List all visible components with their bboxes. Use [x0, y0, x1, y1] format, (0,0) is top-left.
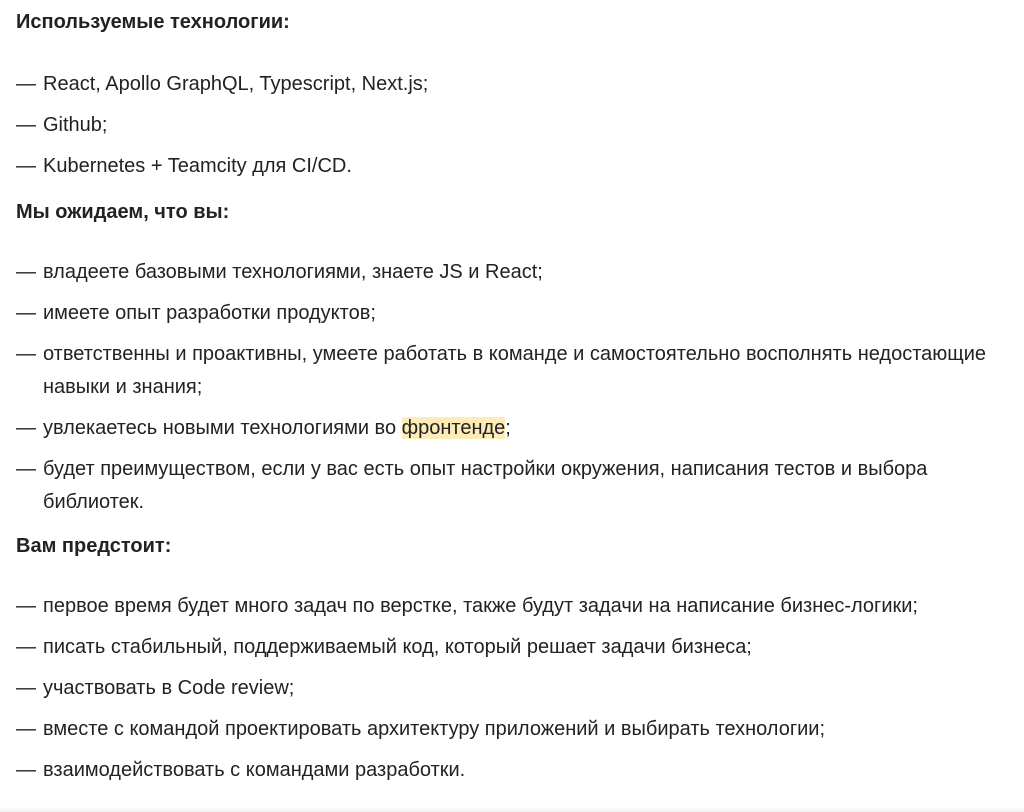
list-item-text: первое время будет много задач по верстке, также будут задачи на написание бизнес-логики;: [43, 595, 918, 617]
list-item: [16, 713, 1016, 746]
list-item: [16, 672, 1016, 705]
list-item-text: взаимодействовать с командами разработки.: [43, 759, 466, 781]
job-description: [16, 0, 1016, 795]
list-item-text: вместе с командой проектировать архитектуру приложений и выбирать технологии;: [43, 718, 826, 740]
list-item-text: Kubernetes + Teamcity для CI/CD.: [43, 155, 352, 177]
list-item: [16, 412, 1016, 445]
list-item: [16, 453, 1016, 519]
list-item-text-before: увлекаетесь новыми технологиями во: [43, 417, 402, 439]
list-item-text: имеете опыт разработки продуктов;: [43, 302, 376, 324]
list-marker: —: [16, 73, 36, 95]
section-title-expectations: Мы ожидаем, что вы:: [16, 201, 230, 223]
list-item: [16, 150, 1016, 183]
list-item: [16, 256, 1016, 289]
list-item-text: Github;: [43, 114, 108, 136]
list-marker: —: [16, 417, 36, 439]
list-item: [16, 297, 1016, 330]
list-item-text: ответственны и проактивны, умеете работать в команде и самостоятельно восполнять недостающие навыки и знания;: [43, 343, 987, 398]
list-item: [16, 68, 1016, 101]
list-item-text-after: ;: [505, 417, 511, 439]
responsibilities-list: [16, 590, 1016, 787]
section-title-responsibilities: Вам предстоит:: [16, 535, 172, 557]
list-marker: —: [16, 677, 36, 699]
section-title-technologies: Используемые технологии:: [16, 11, 290, 33]
list-item: [16, 754, 1016, 787]
list-item: [16, 109, 1016, 142]
list-item-text: участвовать в Code review;: [43, 677, 295, 699]
list-item: [16, 338, 1016, 404]
list-item: [16, 631, 1016, 664]
list-item: [16, 590, 1016, 623]
list-marker: —: [16, 458, 36, 480]
list-item-text: React, Apollo GraphQL, Typescript, Next.js;: [43, 73, 429, 95]
list-item-text: писать стабильный, поддерживаемый код, который решает задачи бизнеса;: [43, 636, 752, 658]
list-marker: —: [16, 302, 36, 324]
list-marker: —: [16, 759, 36, 781]
list-item-text: будет преимуществом, если у вас есть опыт настройки окружения, написания тестов и выбора библиотек.: [43, 458, 928, 513]
list-marker: —: [16, 261, 36, 283]
list-marker: —: [16, 636, 36, 658]
bottom-fade: [0, 806, 1024, 812]
list-marker: —: [16, 114, 36, 136]
list-marker: —: [16, 595, 36, 617]
list-item-text: владеете базовыми технологиями, знаете JS и React;: [43, 261, 543, 283]
highlighted-word: фронтенде: [401, 417, 506, 439]
list-marker: —: [16, 718, 36, 740]
list-marker: —: [16, 155, 36, 177]
technologies-list: [16, 68, 1016, 183]
expectations-list: [16, 256, 1016, 519]
list-marker: —: [16, 343, 36, 365]
